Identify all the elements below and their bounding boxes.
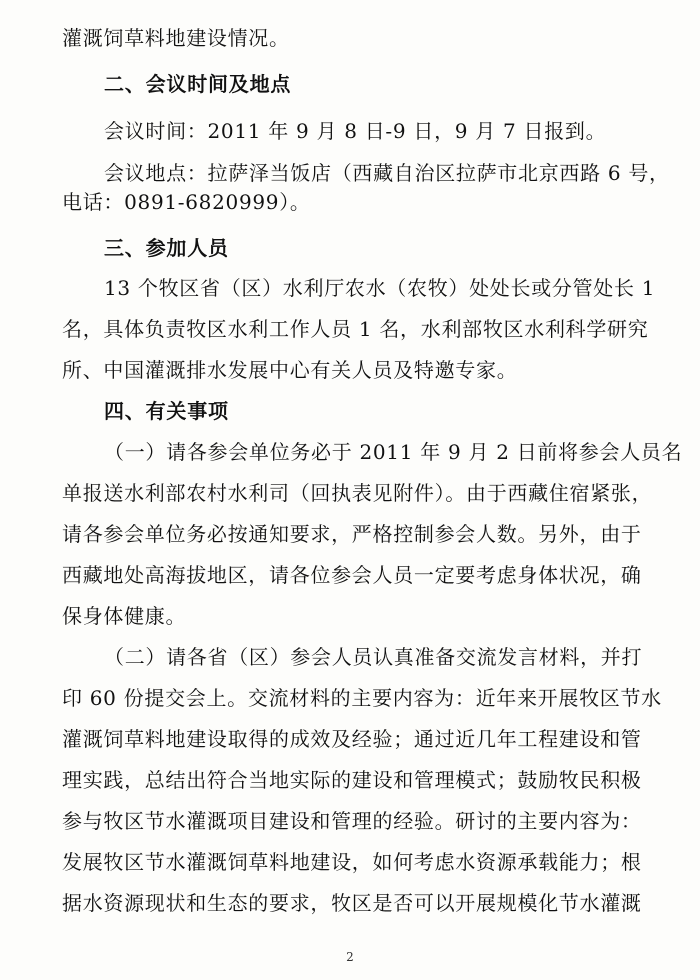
body-line: 灌溉饲草料地建设情况。 <box>62 26 290 50</box>
body-line: 据水资源现状和生态的要求，牧区是否可以开展规模化节水灌溉 <box>62 891 642 915</box>
page-number: 2 <box>346 950 354 964</box>
body-line: 名，具体负责牧区水利工作人员 1 名，水利部牧区水利科学研究 <box>62 317 649 341</box>
body-line: 印 60 份提交会上。交流材料的主要内容为：近年来开展牧区节水 <box>62 686 662 710</box>
body-line: 西藏地处高海拔地区，请各位参会人员一定要考虑身体状况，确 <box>62 563 642 587</box>
body-line: 请各参会单位务必按通知要求，严格控制参会人数。另外，由于 <box>62 522 642 546</box>
section-heading-matters: 四、有关事项 <box>104 399 229 423</box>
phone-line: 电话：0891-6820999）。 <box>62 190 311 214</box>
body-line: 灌溉饲草料地建设取得的成效及经验；通过近几年工程建设和管 <box>62 727 642 751</box>
body-line: （二）请各省（区）参会人员认真准备交流发言材料，并打 <box>104 645 643 669</box>
body-line: 保身体健康。 <box>62 604 187 628</box>
body-line: （一）请各参会单位务必于 2011 年 9 月 2 日前将参会人员名 <box>104 440 683 464</box>
body-line: 理实践，总结出符合当地实际的建设和管理模式；鼓励牧民积极 <box>62 768 642 792</box>
section-heading-attendees: 三、参加人员 <box>104 236 229 260</box>
meeting-time-line: 会议时间：2011 年 9 月 8 日-9 日，9 月 7 日报到。 <box>104 119 607 143</box>
body-line: 所、中国灌溉排水发展中心有关人员及特邀专家。 <box>62 358 518 382</box>
body-line: 参与牧区节水灌溉项目建设和管理的经验。研讨的主要内容为： <box>62 809 642 833</box>
body-line: 单报送水利部农村水利司（回执表见附件）。由于西藏住宿紧张， <box>62 481 653 505</box>
body-line: 发展牧区节水灌溉饲草料地建设，如何考虑水资源承载能力；根 <box>62 850 642 874</box>
section-heading-time-location: 二、会议时间及地点 <box>104 72 292 96</box>
body-line: 13 个牧区省（区）水利厅农水（农牧）处处长或分管处长 1 <box>104 276 656 300</box>
meeting-location-line: 会议地点：拉萨泽当饭店（西藏自治区拉萨市北京西路 6 号， <box>104 161 670 185</box>
